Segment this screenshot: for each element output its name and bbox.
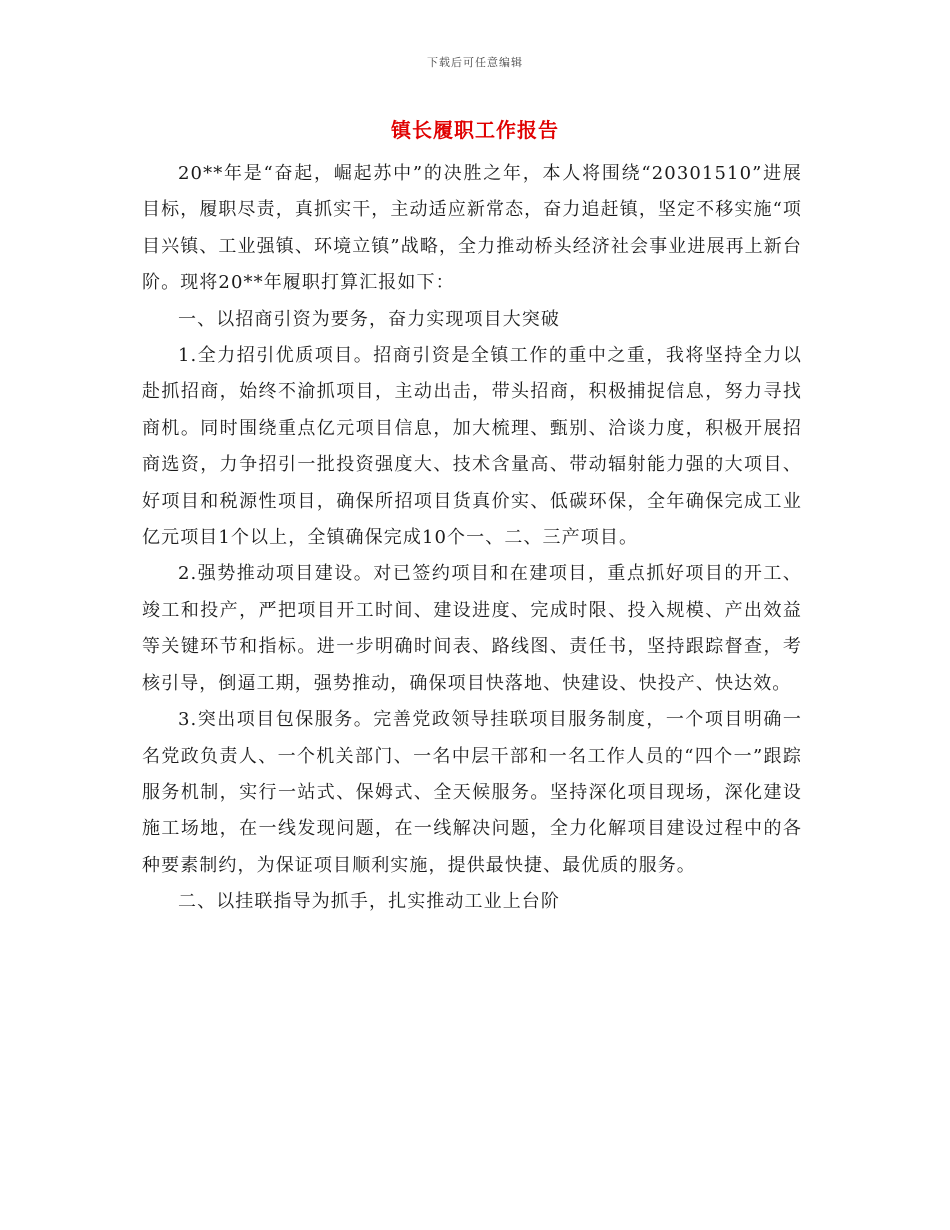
item-paragraph-1: 1.全力招引优质项目。招商引资是全镇工作的重中之重，我将坚持全力以赴抓招商，始终不渝抓项目，主动出击，带头招商，积极捕捉信息，努力寻找商机。同时围绕重点亿元项目信息，加大梳理、甄别、洽谈力度，积极开展招商选资，力争招引一批投资强度大、技术含量高、带动辐射能力强的大项目、好项目和税源性项目，确保所招项目货真价实、低碳环保，全年确保完成工业亿元项目1个以上，全镇确保完成10个一、二、三产项目。	[142, 345, 802, 549]
document-body	[142, 156, 802, 921]
section-heading-1: 一、以招商引资为要务，奋力实现项目大突破	[178, 308, 560, 330]
section-heading-2: 二、以挂联指导为抓手，扎实推动工业上台阶	[178, 891, 560, 913]
page-header-note: 下载后可任意编辑	[427, 56, 523, 69]
item-paragraph-3: 3.突出项目包保服务。完善党政领导挂联项目服务制度，一个项目明确一名党政负责人、一个机关部门、一名中层干部和一名工作人员的“四个一”跟踪服务机制，实行一站式、保姆式、全天候服务。坚持深化项目现场，深化建设施工场地，在一线发现问题，在一线解决问题，全力化解项目建设过程中的各种要素制约，为保证项目顺利实施，提供最快捷、最优质的服务。	[142, 709, 802, 876]
document-title: 镇长履职工作报告	[391, 118, 559, 142]
intro-paragraph: 20**年是“奋起，崛起苏中”的决胜之年，本人将围绕“20301510”进展目标，履职尽责，真抓实干，主动适应新常态，奋力追赶镇，坚定不移实施“项目兴镇、工业强镇、环境立镇”战略，全力推动桥头经济社会事业进展再上新台阶。现将20**年履职打算汇报如下：	[142, 163, 802, 294]
item-paragraph-2: 2.强势推动项目建设。对已签约项目和在建项目，重点抓好项目的开工、竣工和投产，严把项目开工时间、建设进度、完成时限、投入规模、产出效益等关键环节和指标。进一步明确时间表、路线图、责任书，坚持跟踪督查，考核引导，倒逼工期，强势推动，确保项目快落地、快建设、快投产、快达效。	[142, 563, 802, 694]
